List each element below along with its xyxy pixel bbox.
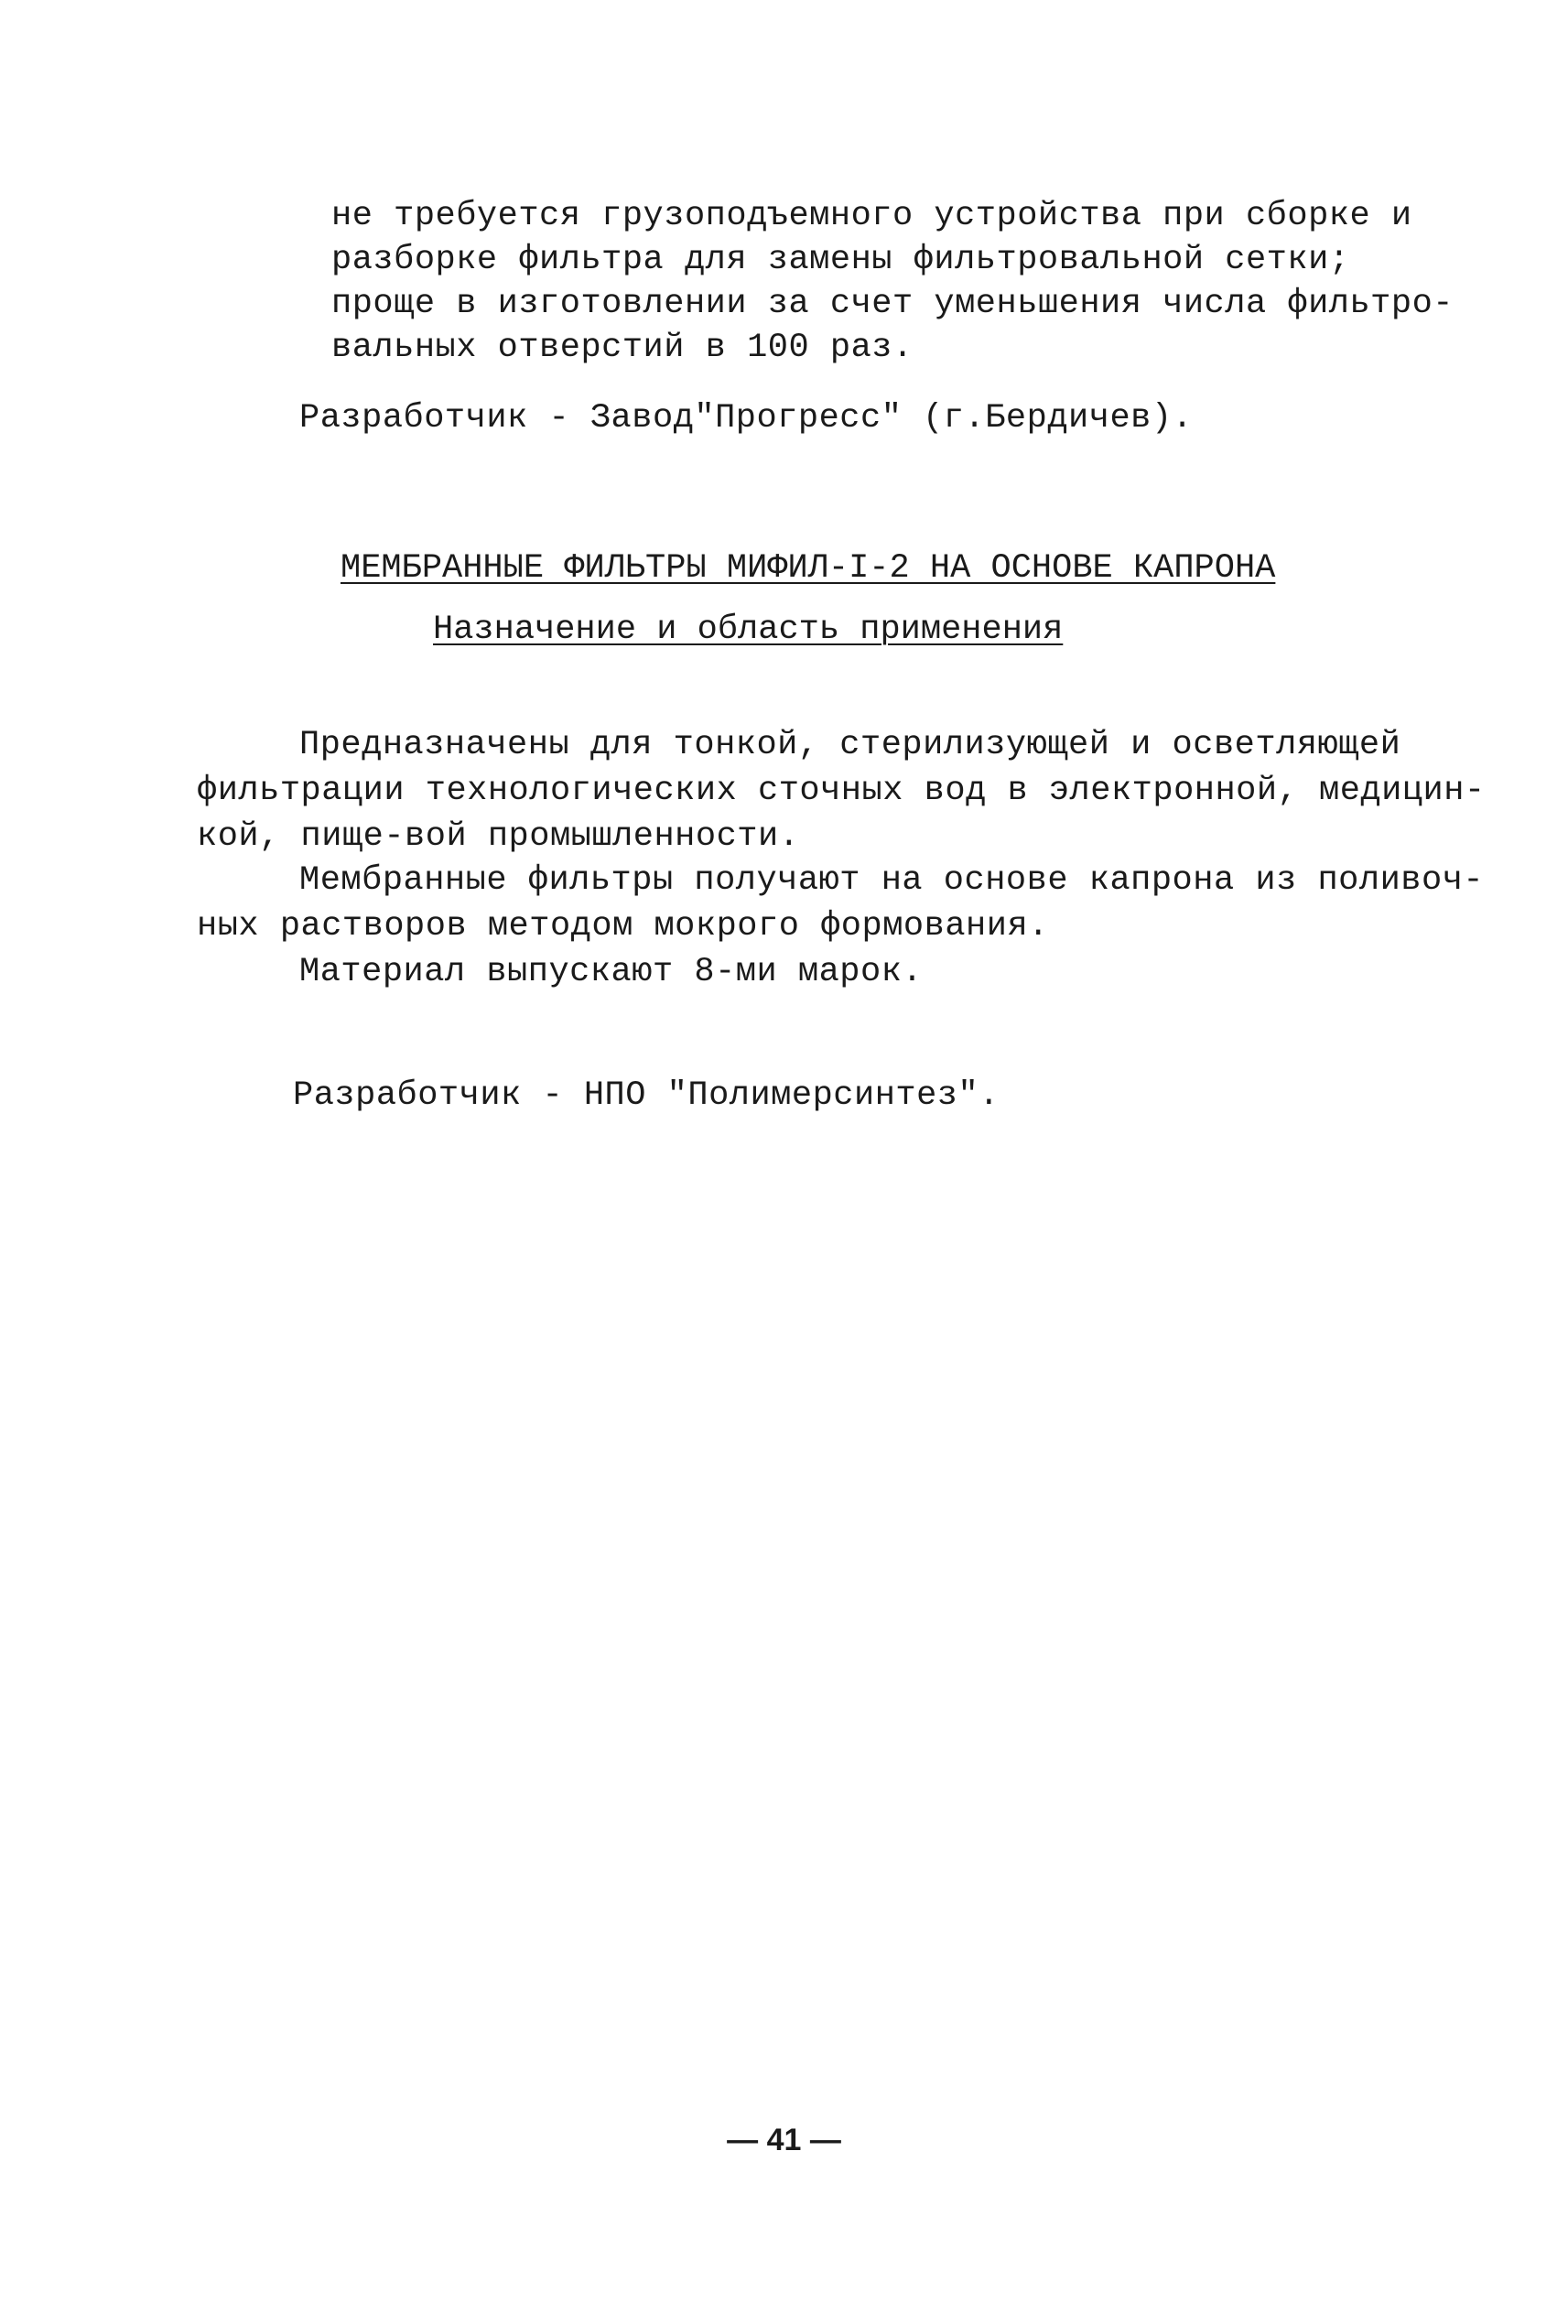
section-title: МЕМБРАННЫЕ ФИЛЬТРЫ МИФИЛ-I-2 НА ОСНОВЕ КАПРОНА (341, 549, 1276, 588)
body-line-6: Материал выпускают 8-ми марок. (299, 953, 924, 991)
body-line-1: Предназначены для тонкой, стерилизующей и осветляющей (299, 726, 1401, 764)
developer-line-1: Разработчик - Завод"Прогресс" (г.Бердичев). (299, 399, 1194, 438)
body-line-3: кой, пище-вой промышленности. (197, 817, 800, 856)
intro-line-3: проще в изготовлении за счет уменьшения числа фильтро- (331, 285, 1454, 323)
section-subtitle: Назначение и область применения (433, 611, 1064, 649)
body-line-2: фильтрации технологических сточных вод в электронной, медицин- (197, 772, 1486, 810)
intro-line-1: не требуется грузоподъемного устройства при сборке и (331, 197, 1412, 235)
page-number: — 41 — (727, 2123, 841, 2157)
developer-line-2: Разработчик - НПО "Полимерсинтез". (293, 1076, 1000, 1115)
intro-line-4: вальных отверстий в 100 раз. (331, 329, 914, 367)
intro-line-2: разборке фильтра для замены фильтровальной сетки; (331, 241, 1350, 279)
body-line-4: Мембранные фильтры получают на основе капрона из поливоч- (299, 861, 1485, 900)
body-line-5: ных растворов методом мокрого формования. (197, 907, 1049, 946)
